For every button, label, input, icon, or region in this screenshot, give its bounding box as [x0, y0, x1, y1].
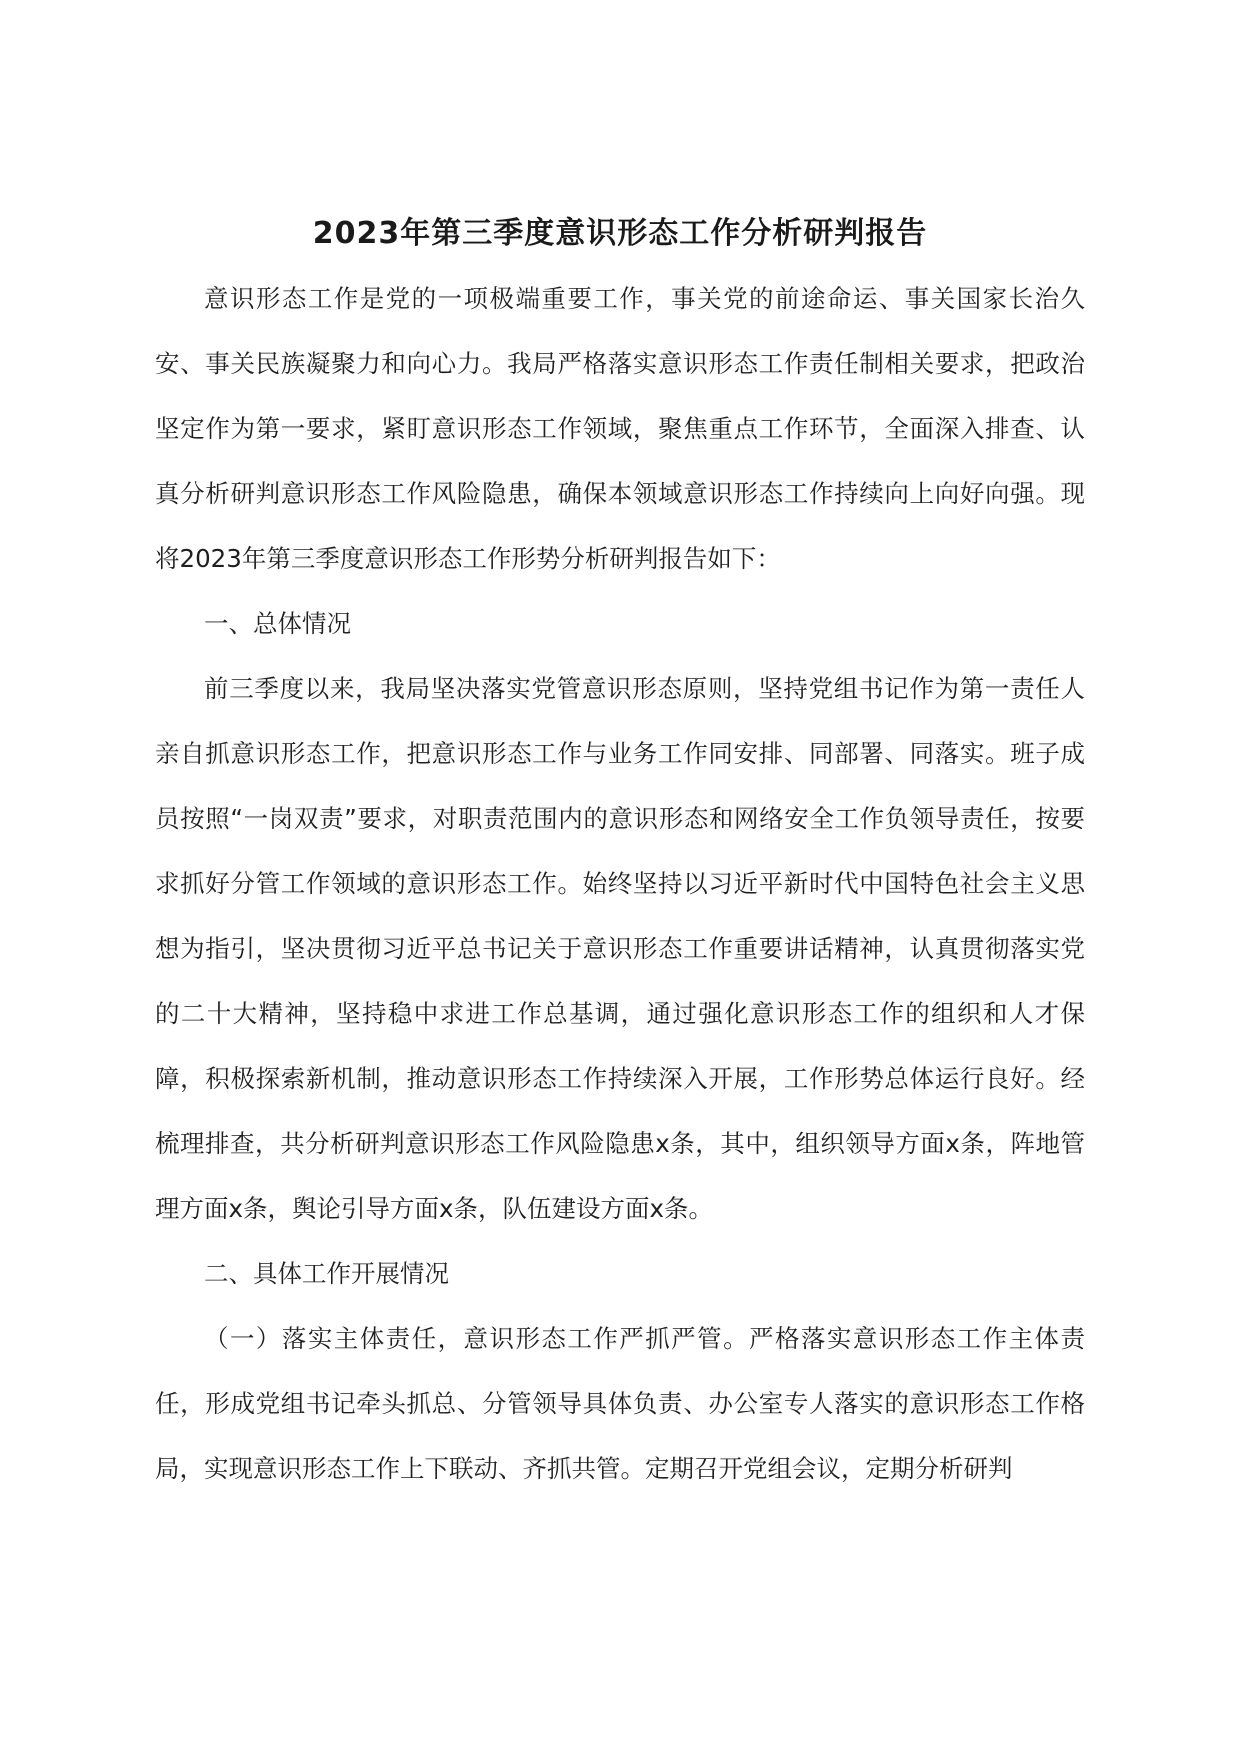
section-heading-overall: 一、总体情况: [204, 609, 351, 638]
document-title: 2023年第三季度意识形态工作分析研判报告: [312, 216, 928, 252]
section-heading-work: 二、具体工作开展情况: [204, 1259, 449, 1288]
intro-paragraph: 意识形态工作是党的一项极端重要工作，事关党的前途命运、事关国家长治久安、事关民族凝聚力和向心力。我局严格落实意识形态工作责任制相关要求，把政治坚定作为第一要求，紧盯意识形态工作领域，聚焦重点工作环节，全面深入排查、认真分析研判意识形态工作风险隐患，确保本领域意识形态工作持续向上向好向强。现将2023年第三季度意识形态工作形势分析研判报告如下：: [155, 284, 1085, 573]
document-body: [155, 266, 1085, 1501]
overall-paragraph: 前三季度以来，我局坚决落实党管意识形态原则，坚持党组书记作为第一责任人亲自抓意识形态工作，把意识形态工作与业务工作同安排、同部署、同落实。班子成员按照“一岗双责”要求，对职责范围内的意识形态和网络安全工作负领导责任，按要求抓好分管工作领域的意识形态工作。始终坚持以习近平新时代中国特色社会主义思想为指引，坚决贯彻习近平总书记关于意识形态工作重要讲话精神，认真贯彻落实党的二十大精神，坚持稳中求进工作总基调，通过强化意识形态工作的组织和人才保障，积极探索新机制，推动意识形态工作持续深入开展，工作形势总体运行良好。经梳理排查，共分析研判意识形态工作风险隐患x条，其中，组织领导方面x条，阵地管理方面x条，舆论引导方面x条，队伍建设方面x条。: [155, 674, 1085, 1223]
work-paragraph-1: （一）落实主体责任，意识形态工作严抓严管。严格落实意识形态工作主体责任，形成党组书记牵头抓总、分管领导具体负责、办公室专人落实的意识形态工作格局，实现意识形态工作上下联动、齐抓共管。定期召开党组会议，定期分析研判: [155, 1324, 1085, 1483]
